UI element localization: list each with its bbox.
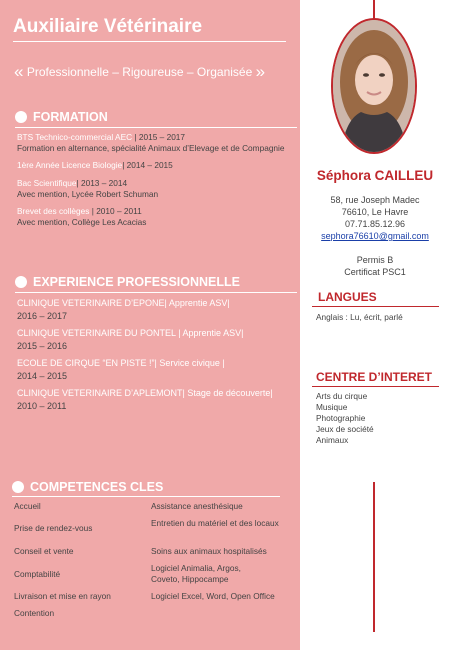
skill-item: Prise de rendez-vous bbox=[14, 523, 93, 533]
accent-line-top bbox=[373, 0, 375, 20]
experience-line: CLINIQUE VETERINAIRE D’APLEMONT| Stage de découverte| bbox=[17, 388, 273, 398]
experience-years: 2014 – 2015 bbox=[17, 370, 68, 381]
email-link[interactable]: sephora76610@gmail.com bbox=[321, 231, 429, 241]
skill-item: Livraison et mise en rayon bbox=[14, 591, 111, 601]
experience-entry bbox=[17, 357, 225, 382]
formation-title: 1ère Année Licence Biologie bbox=[17, 160, 123, 170]
address-line-2: 76610, Le Havre bbox=[341, 207, 409, 217]
interet-item: Animaux bbox=[316, 435, 349, 445]
formation-years: | 2015 – 2017 bbox=[134, 132, 186, 142]
skill-item: Entretien du matériel et des locaux bbox=[151, 518, 279, 528]
accent-line-bottom bbox=[373, 482, 375, 632]
close-quote: » bbox=[255, 62, 266, 81]
portrait-icon bbox=[333, 20, 415, 152]
formation-divider bbox=[15, 127, 297, 128]
formation-entry bbox=[17, 132, 285, 154]
formation-title: Brevet des collèges bbox=[17, 206, 90, 216]
experience-entry bbox=[17, 327, 243, 352]
skill-item: Accueil bbox=[14, 501, 41, 511]
experience-years: 2010 – 2011 bbox=[17, 400, 67, 411]
competences-heading-text: COMPETENCES CLES bbox=[30, 480, 164, 494]
skill-item: Contention bbox=[14, 608, 55, 618]
experience-divider bbox=[15, 292, 297, 293]
address-line-1: 58, rue Joseph Madec bbox=[330, 195, 420, 205]
avatar bbox=[331, 18, 417, 154]
formation-entry bbox=[17, 206, 146, 228]
experience-years: 2016 – 2017 bbox=[17, 310, 68, 321]
skill-item: Soins aux animaux hospitalisés bbox=[151, 546, 267, 556]
formation-entry bbox=[17, 178, 158, 200]
title-divider bbox=[13, 41, 286, 42]
experience-heading-text: EXPERIENCE PROFESSIONNELLE bbox=[33, 275, 240, 289]
formation-years: | 2013 – 2014 bbox=[76, 178, 128, 188]
formation-title: BTS Technico-commercial AEC bbox=[17, 132, 133, 142]
tagline bbox=[14, 62, 265, 82]
formation-detail: Avec mention, Collège Les Acacias bbox=[17, 217, 147, 227]
formation-heading-text: FORMATION bbox=[33, 110, 108, 124]
open-quote: « bbox=[14, 62, 24, 81]
skill-item: Logiciel Animalia, Argos, Coveto, Hippocampe bbox=[151, 563, 241, 584]
bullet-circle-icon bbox=[15, 111, 27, 123]
formation-entry bbox=[17, 160, 173, 171]
experience-line: ECOLE DE CIRQUE “EN PISTE !”| Service civique | bbox=[17, 358, 225, 368]
formation-years: | 2010 – 2011 bbox=[91, 206, 142, 216]
experience-years: 2015 – 2016 bbox=[17, 340, 68, 351]
competences-heading bbox=[12, 480, 163, 494]
experience-line: CLINIQUE VETERINAIRE D’EPONE| Apprentie ASV| bbox=[17, 298, 230, 308]
formation-title: Bac Scientifique bbox=[17, 178, 77, 188]
langues-text: Anglais : Lu, écrit, parlé bbox=[316, 312, 403, 322]
experience-line: CLINIQUE VETERINAIRE DU PONTEL | Apprentie ASV| bbox=[17, 328, 244, 338]
certificat: Certificat PSC1 bbox=[344, 267, 406, 277]
phone-number: 07.71.85.12.96 bbox=[344, 219, 406, 229]
interet-item: Arts du cirque bbox=[316, 391, 368, 401]
tagline-text: Professionnelle – Rigoureuse – Organisée bbox=[26, 65, 253, 79]
formation-years: | 2014 – 2015 bbox=[122, 160, 173, 170]
skill-item: Logiciel Excel, Word, Open Office bbox=[151, 591, 275, 601]
experience-entry bbox=[17, 387, 273, 412]
interets-heading: CENTRE D’INTERET bbox=[316, 370, 433, 384]
skill-item: Conseil et vente bbox=[14, 546, 74, 556]
experience-heading bbox=[15, 275, 240, 289]
interet-item: Photographie bbox=[316, 413, 366, 423]
skill-item: Comptabilité bbox=[14, 569, 61, 579]
skill-item: Assistance anesthésique bbox=[151, 501, 243, 511]
competences-divider bbox=[12, 496, 280, 497]
formation-detail: Formation en alternance, spécialité Animaux d’Elevage et de Compagnie bbox=[17, 143, 285, 153]
page-title: Auxiliaire Vétérinaire bbox=[13, 16, 203, 37]
langues-divider bbox=[312, 306, 439, 307]
interets-divider bbox=[312, 386, 439, 387]
interet-item: Musique bbox=[316, 402, 348, 412]
permis: Permis B bbox=[356, 255, 394, 265]
candidate-name: Séphora CAILLEU bbox=[316, 168, 434, 183]
experience-entry bbox=[17, 297, 230, 322]
interet-item: Jeux de société bbox=[316, 424, 374, 434]
bullet-circle-icon bbox=[12, 481, 24, 493]
bullet-circle-icon bbox=[15, 276, 27, 288]
langues-heading: LANGUES bbox=[318, 290, 377, 304]
formation-detail: Avec mention, Lycée Robert Schuman bbox=[17, 189, 159, 199]
formation-heading bbox=[15, 110, 108, 124]
